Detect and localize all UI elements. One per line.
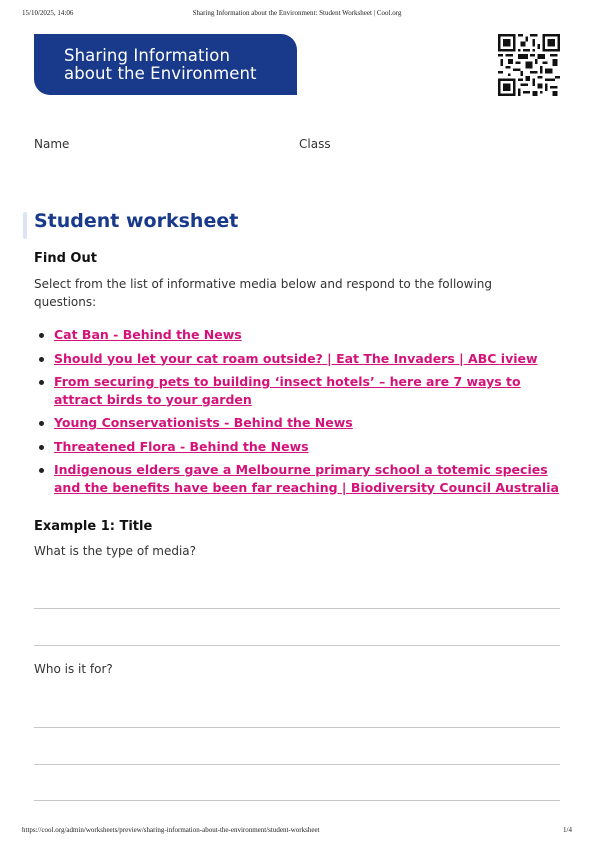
- media-link-cat-ban[interactable]: Cat Ban - Behind the News: [54, 327, 242, 342]
- banner-title-line-1: Sharing Information: [64, 46, 230, 65]
- print-footer: [0, 826, 594, 838]
- print-url: https://cool.org/admin/worksheets/preview/sharing-information-about-the-environment/student-worksheet: [22, 826, 320, 834]
- list-item: [34, 373, 564, 408]
- list-item: [34, 326, 564, 344]
- list-item: [34, 461, 564, 496]
- banner-title-line-2: about the Environment: [64, 64, 257, 83]
- list-item: [34, 350, 564, 368]
- print-datetime: 15/10/2025, 14:06: [22, 9, 74, 17]
- question-media-type: What is the type of media?: [34, 544, 196, 558]
- media-link-threatened-flora[interactable]: Threatened Flora - Behind the News: [54, 438, 309, 454]
- title-banner: [34, 34, 297, 95]
- print-header: [0, 9, 594, 21]
- find-out-heading: Find Out: [34, 251, 97, 266]
- page-number: 1/4: [563, 826, 572, 834]
- question-audience: Who is it for?: [34, 662, 113, 676]
- list-item: [34, 438, 564, 456]
- qr-code-icon: [498, 34, 560, 96]
- print-page-title: Sharing Information about the Environment: Student Worksheet | Cool.org: [192, 9, 402, 17]
- answer-line[interactable]: [34, 608, 560, 609]
- section-accent-bar: [23, 212, 27, 239]
- media-link-young-conservationists[interactable]: Young Conservationists - Behind the News: [54, 415, 353, 430]
- answer-line[interactable]: [34, 645, 560, 646]
- name-label: Name: [34, 137, 70, 151]
- media-link-attract-birds[interactable]: From securing pets to building ‘insect hotels’ – here are 7 ways to attract birds to your garden: [54, 374, 521, 407]
- answer-line[interactable]: [34, 764, 560, 765]
- media-link-list: [34, 326, 564, 502]
- media-link-indigenous-elders[interactable]: Indigenous elders gave a Melbourne primary school a totemic species and the benefits have been far reaching | Biodiversity Council Australia: [54, 462, 559, 495]
- answer-line[interactable]: [34, 800, 560, 801]
- find-out-instructions: Select from the list of informative media below and respond to the following questions:: [34, 277, 493, 309]
- list-item: [34, 414, 564, 432]
- answer-line[interactable]: [34, 727, 560, 728]
- section-title: Student worksheet: [34, 210, 239, 232]
- class-label: Class: [299, 137, 331, 151]
- example-heading: Example 1: Title: [34, 519, 153, 534]
- media-link-cat-roam[interactable]: Should you let your cat roam outside? | Eat The Invaders | ABC iview: [54, 350, 538, 366]
